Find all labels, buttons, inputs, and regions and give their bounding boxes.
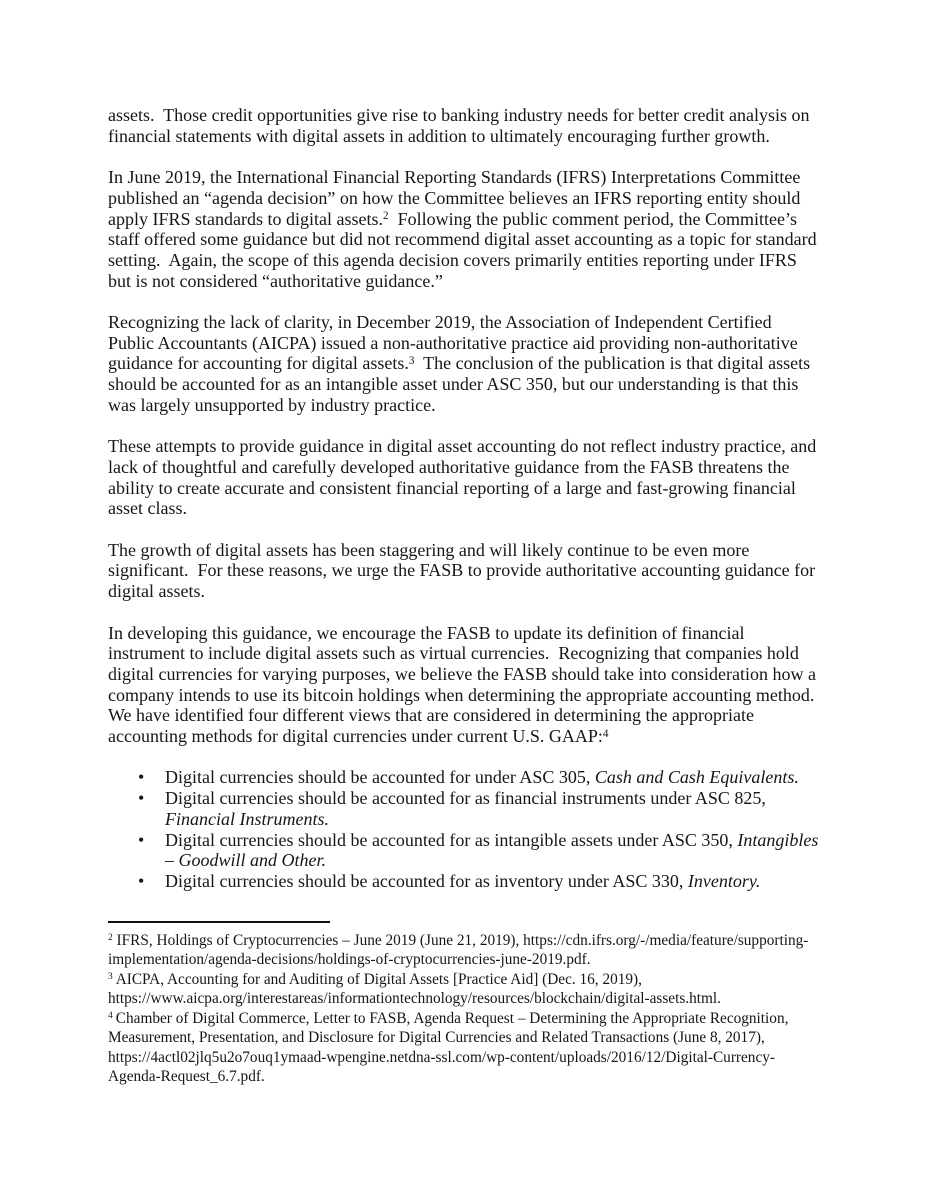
list-item-text: Digital currencies should be accounted for as intangible assets under ASC 350, Intangibles – Goodwill and Other.	[165, 829, 819, 871]
footnote-reference: 3	[408, 355, 415, 368]
footnote-2	[108, 970, 820, 1009]
footnote-marker: 3	[108, 972, 113, 983]
list-item-3	[108, 830, 820, 871]
bullet-icon: •	[138, 829, 145, 850]
bullet-icon: •	[138, 788, 145, 809]
paragraph-3: Recognizing the lack of clarity, in December 2019, the Association of Independent Certified Public Accountants (AICPA) issued a non-authoritative practice aid providing non-authoritative guidance for accounting for digital assets.$^3$ The conclusion of the publication is that digital assets should be accounted for as an intangible asset under ASC 350, but our understanding is that this was largely unsupported by industry practice.	[108, 312, 811, 415]
list-item-4	[108, 871, 820, 892]
list-item-text: Digital currencies should be accounted for as inventory under ASC 330, Inventory.	[165, 870, 761, 891]
paragraph-6: In developing this guidance, we encourage the FASB to update its definition of financial instrument to include digital assets such as virtual currencies. Recognizing that companies hold digital currencies for varying purposes, we believe the FASB should take into consideration how a company intends to use its bitcoin holdings when determining the appropriate accounting method. We have identified four different views that are considered in determining the appropriate accounting methods for digital currencies under current U.S. GAAP:$^4$	[108, 622, 819, 747]
paragraph-4: These attempts to provide guidance in digital asset accounting do not reflect industry practice, and lack of thoughtful and carefully developed authoritative guidance from the FASB threatens the ability to create accurate and consistent financial reporting of a large and fast-growing financial asset class.	[108, 436, 817, 519]
italic-text: Cash and Cash Equivalents.	[594, 767, 799, 788]
list-item-text: Digital currencies should be accounted for under ASC 305, Cash and Cash Equivalents.	[165, 767, 799, 788]
footnote-section	[108, 921, 820, 1087]
list-item-2	[108, 788, 820, 829]
footnote-reference: 4	[602, 728, 609, 740]
footnote-3	[108, 1009, 820, 1087]
footnote-text: IFRS, Holdings of Cryptocurrencies – June 2019 (June 21, 2019), https://cdn.ifrs.org/-/media/feature/supporting-implementation/agenda-decisions/holdings-of-cryptocurrencies-june-2019.pdf.	[108, 931, 809, 969]
paragraph-2: In June 2019, the International Financial Reporting Standards (IFRS) Interpretations Committee published an “agenda decision” on how the Committee believes an IFRS reporting entity should apply IFRS standards to digital assets.$^2$ Following the public comment period, the Committee’s staff offered some guidance but did not recommend digital asset accounting as a topic for standard setting. Again, the scope of this agenda decision covers primarily entities reporting under IFRS but is not considered “authoritative guidance.”	[108, 167, 817, 291]
bullet-list	[108, 767, 820, 891]
paragraph-5: The growth of digital assets has been staggering and will likely continue to be even more significant. For these reasons, we urge the FASB to provide authoritative accounting guidance for digital assets.	[108, 539, 816, 602]
bullet-icon: •	[138, 767, 145, 788]
list-item-1	[108, 767, 820, 788]
footnote-text: Chamber of Digital Commerce, Letter to FASB, Agenda Request – Determining the Appropriate Recognition, Measurement, Presentation, and Disclosure for Digital Currencies and Related Transactions (June 8, 2017), https://4actl02jlq5u2o7ouq1ymaad-wpengine.netdna-ssl.com/wp-content/uploads/2016/12/Digital-Currency-Agenda-Request_6.7.pdf.	[108, 1009, 789, 1086]
bullet-icon: •	[138, 870, 145, 891]
list-item-text: Digital currencies should be accounted for as financial instruments under ASC 825, Financial Instruments.	[165, 788, 766, 829]
footnote-reference: 2	[382, 210, 389, 223]
document-content	[108, 105, 820, 1087]
footnote-text: AICPA, Accounting for and Auditing of Digital Assets [Practice Aid] (Dec. 16, 2019), https://www.aicpa.org/interestareas/informationtechnology/resources/blockchain/digital-assets.html.	[108, 970, 721, 1008]
italic-text: Inventory.	[687, 870, 761, 891]
footnote-separator	[108, 921, 330, 923]
italic-text: Intangibles – Goodwill and Other.	[165, 829, 819, 871]
footnote-marker: 4	[108, 1011, 113, 1022]
footnote-marker: 2	[108, 933, 113, 944]
paragraph-1: assets. Those credit opportunities give rise to banking industry needs for better credit analysis on financial statements with digital assets in addition to ultimately encouraging further growth.	[108, 105, 810, 146]
footnote-1	[108, 931, 820, 970]
italic-text: Financial Instruments.	[165, 808, 329, 829]
